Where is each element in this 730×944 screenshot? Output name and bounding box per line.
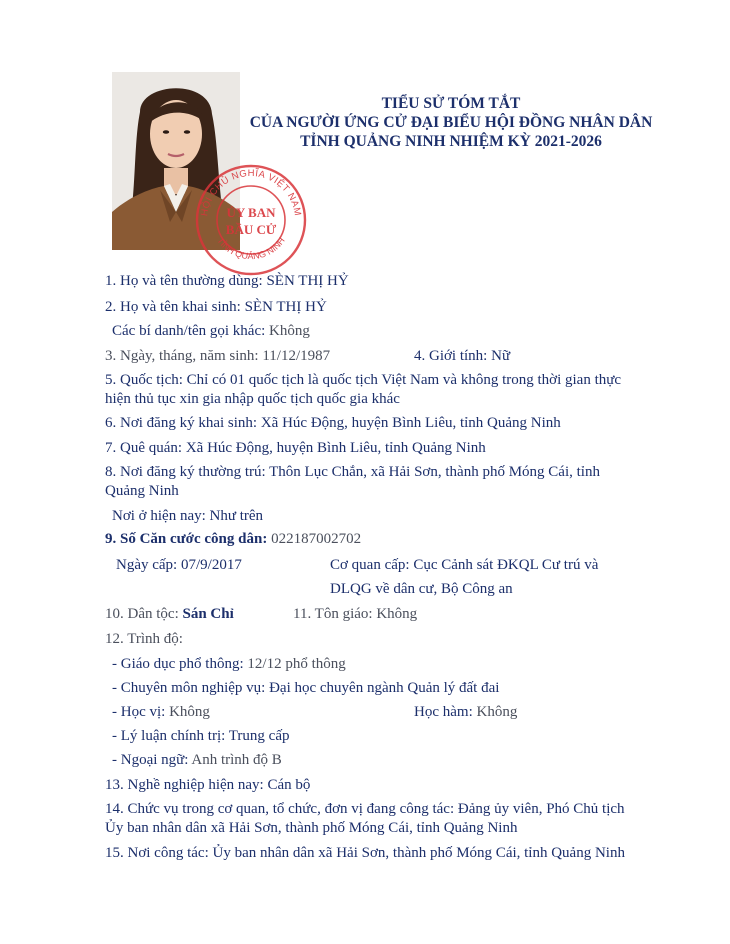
field-label: 7. Quê quán: xyxy=(105,440,183,456)
field-value: Ủy ban nhân dân xã Hải Sơn, thành phố Móng Cái, tỉnh Quảng Ninh xyxy=(212,845,625,861)
field-label: - Học vị: xyxy=(112,704,166,720)
field-birth-date xyxy=(105,347,330,366)
field-birth-registration xyxy=(105,414,561,433)
field-value: Xã Húc Động, huyện Bình Liêu, tỉnh Quảng Ninh xyxy=(185,440,486,456)
field-label: 2. Họ và tên khai sinh: xyxy=(105,299,241,315)
field-label: Nơi ở hiện nay: xyxy=(112,508,206,524)
stamp-ring-bottom: TỈNH QUẢNG NINH xyxy=(215,235,287,262)
field-issuer-cont: DLQG về dân cư, Bộ Công an xyxy=(330,581,513,597)
field-value: SÈN THỊ HỶ xyxy=(244,299,327,315)
field-label: 12. Trình độ: xyxy=(105,631,183,647)
field-value: Anh trình độ B xyxy=(191,752,282,768)
field-alias xyxy=(112,322,310,341)
title-line-1: TIỂU SỬ TÓM TẮT xyxy=(381,95,521,112)
field-label: Cơ quan cấp: xyxy=(330,557,410,573)
field-occupation xyxy=(105,776,310,795)
title-line-3: TỈNH QUẢNG NINH NHIỆM KỲ 2021-2026 xyxy=(300,133,602,150)
field-label: 13. Nghề nghiệp hiện nay: xyxy=(105,777,264,793)
field-value: Trung cấp xyxy=(228,728,290,744)
field-value: Không xyxy=(376,606,418,622)
field-gender xyxy=(414,347,510,366)
field-value: Không xyxy=(476,704,518,720)
field-label: 4. Giới tính: xyxy=(414,348,488,364)
field-label: - Giáo dục phổ thông: xyxy=(112,656,244,672)
field-value: 12/12 phổ thông xyxy=(247,656,346,672)
field-value: 07/9/2017 xyxy=(180,557,242,573)
field-label: - Chuyên môn nghiệp vụ: xyxy=(112,680,266,696)
field-label: Học hàm: xyxy=(414,704,473,720)
field-value: 022187002702 xyxy=(271,531,362,547)
field-label: 6. Nơi đăng ký khai sinh: xyxy=(105,415,258,431)
field-label: 3. Ngày, tháng, năm sinh: xyxy=(105,348,259,364)
field-value: Cán bộ xyxy=(267,777,311,793)
field-value: Đại học chuyên ngành Quản lý đất đai xyxy=(269,680,500,696)
field-permanent-residence: 8. Nơi đăng ký thường trú: Thôn Lục Chắn, xã Hải Sơn, thành phố Móng Cái, tỉnh Quảng Ninh xyxy=(105,464,600,499)
field-label: Ngày cấp: xyxy=(116,557,178,573)
field-value: Sán Chỉ xyxy=(182,606,234,622)
field-label: 15. Nơi công tác: xyxy=(105,845,209,861)
field-value: 11/12/1987 xyxy=(262,348,331,364)
field-value: Không xyxy=(269,323,310,339)
field-hometown xyxy=(105,439,486,458)
field-label: 9. Số Căn cước công dân: xyxy=(105,531,268,547)
field-religion xyxy=(293,605,417,624)
field-value: Xã Húc Động, huyện Bình Liêu, tỉnh Quảng Ninh xyxy=(260,415,561,431)
field-general-education xyxy=(112,655,346,674)
field-label: 1. Họ và tên thường dùng: xyxy=(105,273,263,289)
stamp-ring-top: HỘI CHỦ NGHĨA VIỆT NAM xyxy=(199,167,303,217)
field-issuer xyxy=(330,556,598,575)
field-value: Không xyxy=(169,704,210,720)
field-major xyxy=(112,679,499,698)
field-qualification xyxy=(105,630,183,649)
field-issue-date xyxy=(116,556,242,575)
field-label: Các bí danh/tên gọi khác: xyxy=(112,323,266,339)
field-common-name xyxy=(105,272,349,291)
field-academic-rank xyxy=(414,703,517,722)
field-citizen-id xyxy=(105,530,361,549)
field-workplace xyxy=(105,844,625,863)
svg-text:TỈNH QUẢNG NINH xyxy=(215,235,286,261)
field-label: 11. Tôn giáo: xyxy=(293,606,373,622)
field-label: 10. Dân tộc: xyxy=(105,606,179,622)
field-value: Nữ xyxy=(491,348,511,364)
title-line-2: CỦA NGƯỜI ỨNG CỬ ĐẠI BIỂU HỘI ĐỒNG NHÂN DÂN xyxy=(249,114,653,131)
field-foreign-language xyxy=(112,751,282,770)
field-position: 14. Chức vụ trong cơ quan, tổ chức, đơn vị đang công tác: Đảng ủy viên, Phó Chủ tịch Ủy ban nhân dân xã Hải Sơn, thành phố Móng Cái, tỉnh Quảng Ninh xyxy=(105,801,625,836)
field-value: Cục Cảnh sát ĐKQL Cư trú và xyxy=(413,557,599,573)
document-title xyxy=(236,94,666,151)
field-degree xyxy=(112,703,210,722)
field-nationality: 5. Quốc tịch: Chỉ có 01 quốc tịch là quốc tịch Việt Nam và không trong thời gian thực hiện thủ tục xin gia nhập quốc tịch quốc gia khác xyxy=(105,372,622,407)
field-value: Như trên xyxy=(209,508,264,524)
stamp-center-line1: ỦY BAN xyxy=(226,205,276,220)
election-committee-stamp xyxy=(190,160,312,278)
field-political-theory xyxy=(112,727,290,746)
field-label: - Lý luận chính trị: xyxy=(112,728,226,744)
field-birth-name xyxy=(105,298,327,317)
field-label: - Ngoại ngữ: xyxy=(112,752,189,768)
field-value: SÈN THỊ HỶ xyxy=(266,273,349,289)
field-ethnicity xyxy=(105,605,234,624)
stamp-center-line2: BẦU CỬ xyxy=(225,222,277,237)
field-current-residence xyxy=(112,507,263,526)
